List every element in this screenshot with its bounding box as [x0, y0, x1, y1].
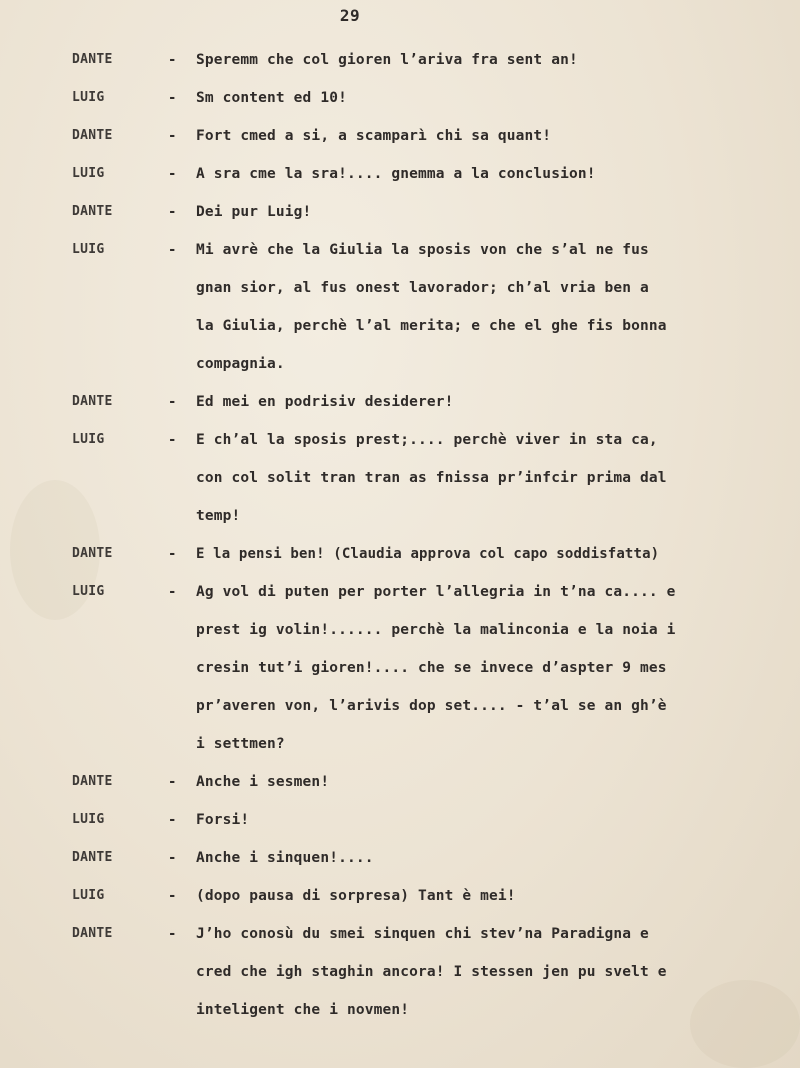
script-line	[0, 926, 800, 1018]
speaker-name: DANTE	[72, 774, 113, 789]
speaker-name: DANTE	[72, 926, 113, 941]
dialogue-text: Anche i sesmen!	[196, 774, 330, 790]
line-dash: -	[168, 432, 177, 448]
dialogue-text: Dei pur Luig!	[196, 204, 312, 220]
line-dash: -	[168, 888, 177, 904]
speaker-name: DANTE	[72, 850, 113, 865]
speaker-name: LUIG	[72, 888, 105, 903]
speaker-name: LUIG	[72, 242, 105, 257]
speaker-name: LUIG	[72, 432, 105, 447]
line-dash: -	[168, 128, 177, 144]
dialogue-text: E ch’al la sposis prest;.... perchè viver in sta ca, con col solit tran tran as fnissa pr’infcir prima dal temp!	[196, 432, 667, 524]
line-dash: -	[168, 90, 177, 106]
dialogue-text: Ed mei en podrisiv desiderer!	[196, 394, 454, 410]
speaker-name: DANTE	[72, 128, 113, 143]
line-dash: -	[168, 774, 177, 790]
line-dash: -	[168, 584, 177, 600]
line-dash: -	[168, 546, 177, 562]
dialogue-text: E la pensi ben! (Claudia approva col capo soddisfatta)	[196, 546, 660, 562]
dialogue-text: (dopo pausa di sorpresa) Tant è mei!	[196, 888, 516, 904]
dialogue-text: Anche i sinquen!....	[196, 850, 374, 866]
line-dash: -	[168, 242, 177, 258]
line-dash: -	[168, 166, 177, 182]
script-line	[0, 432, 800, 524]
line-dash: -	[168, 204, 177, 220]
script-line	[0, 242, 800, 372]
line-dash: -	[168, 52, 177, 68]
dialogue-text: Ag vol di puten per porter l’allegria in t’na ca.... e prest ig volin!...... perchè la malinconia e la noia i cresin tut’i gioren!.... che se invece d’aspter 9 mes pr’averen von, l’arivis dop set.... - t’al se an gh’è i settmen?	[196, 584, 676, 752]
dialogue-text: Sm content ed 10!	[196, 90, 347, 106]
line-dash: -	[168, 812, 177, 828]
speaker-name: LUIG	[72, 812, 105, 827]
speaker-name: DANTE	[72, 204, 113, 219]
speaker-name: LUIG	[72, 584, 105, 599]
dialogue-text: Fort cmed a si, a scamparì chi sa quant!	[196, 128, 552, 144]
script-line	[0, 584, 800, 752]
dialogue-text: A sra cme la sra!.... gnemma a la conclusion!	[196, 166, 596, 182]
speaker-name: DANTE	[72, 394, 113, 409]
dialogue-text: Forsi!	[196, 812, 250, 828]
dialogue-text: Mi avrè che la Giulia la sposis von che s’al ne fus gnan sior, al fus onest lavorador; ch’al vria ben a la Giulia, perchè l’al merita; e che el ghe fis bonna compagnia.	[196, 242, 667, 372]
speaker-name: DANTE	[72, 546, 113, 561]
speaker-name: LUIG	[72, 166, 105, 181]
speaker-name: DANTE	[72, 52, 113, 67]
dialogue-text: Speremm che col gioren l’ariva fra sent an!	[196, 52, 578, 68]
speaker-name: LUIG	[72, 90, 105, 105]
page-number: 29	[339, 6, 361, 25]
line-dash: -	[168, 394, 177, 410]
line-dash: -	[168, 926, 177, 942]
dialogue-text: J’ho conosù du smei sinquen chi stev’na Paradigna e cred che igh staghin ancora! I stessen jen pu svelt e inteligent che i novmen!	[196, 926, 667, 1018]
line-dash: -	[168, 850, 177, 866]
